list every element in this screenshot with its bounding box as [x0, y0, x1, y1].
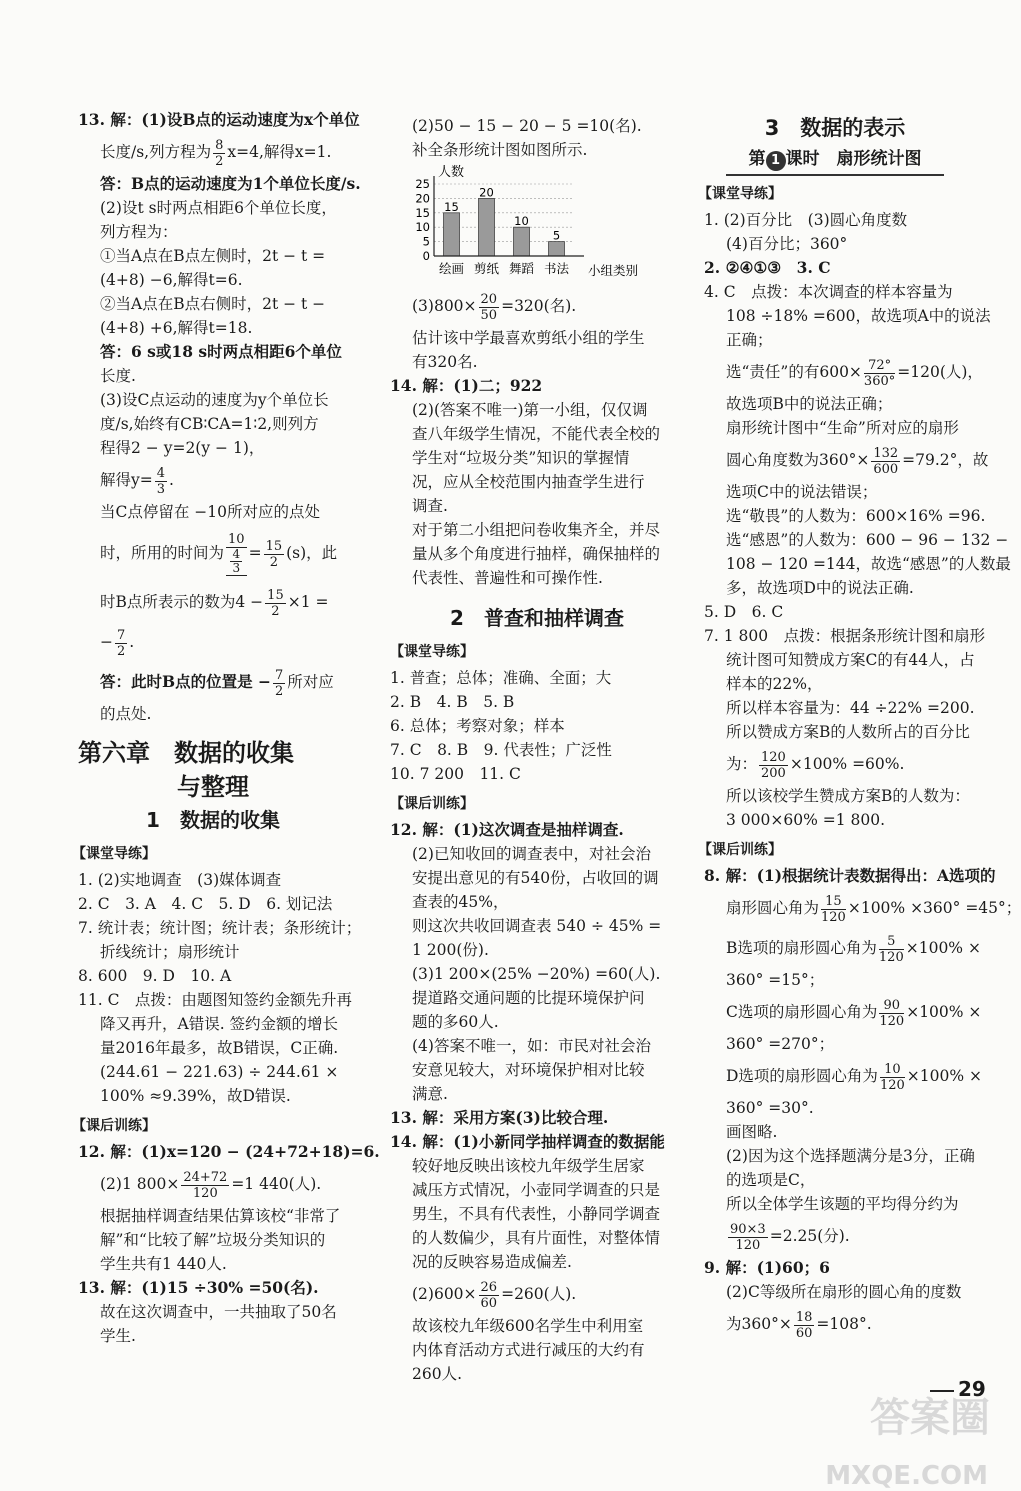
text-line: ②当A点在B点右侧时，2t − t −	[100, 295, 326, 313]
fraction: $\frac{120}{200}$	[761, 749, 786, 781]
answer-line: 所以赞成方案B的人数所占的百分比	[726, 723, 970, 741]
answer-line: 1. (2)实地调查 (3)媒体调查	[78, 871, 282, 889]
answer-line: 扇形圆心角为 $\frac{15}{120}$ ×100% ×360° =45°；	[726, 893, 1021, 925]
text-line: 14. 解：(1)二；922	[390, 376, 543, 395]
answer-line: (4)答案不唯一，如：市民对社会治	[412, 1037, 651, 1055]
chapter-title-line2: 与整理	[177, 773, 249, 801]
answer-line: 2. B 4. B 5. B	[390, 693, 515, 711]
y-tick-label: 10	[415, 220, 430, 235]
section-title: 2 普查和抽样调查	[450, 606, 624, 630]
subsection-label: 【课堂导练】	[698, 186, 782, 202]
answer-line: 题的多60人.	[412, 1013, 499, 1031]
chapter-title: 第六章 数据的收集	[78, 739, 294, 767]
subsection-label: 【课堂导练】	[390, 644, 474, 660]
text-line: − $\frac{7}{2}$ .	[100, 627, 135, 659]
answer-line: 样本的22%，	[726, 675, 823, 693]
x-tick-label: 舞蹈	[508, 261, 535, 276]
text-line: 答：6 s或18 s时两点相距6个单位	[100, 342, 342, 361]
y-tick-label: 25	[415, 177, 430, 191]
page-number: 29	[958, 1377, 986, 1401]
answer-line: 则这次共收回调查表 540 ÷ 45% =	[412, 917, 662, 935]
fraction: $\frac{10}{\frac{4}{3}}$	[228, 532, 245, 575]
answer-line: 4. C 点拨：本次调查的样本容量为	[704, 283, 953, 301]
bar	[549, 242, 565, 256]
text-line: 对于第二小组把问卷收集齐全，并尽	[412, 521, 661, 539]
text-line: 程得2 − y=2(y − 1)，	[100, 439, 265, 457]
text-line: 补全条形统计图如图所示.	[412, 141, 588, 159]
answer-line: 的选项是C，	[726, 1171, 816, 1189]
answer-line: 13. 解：采用方案(3)比较合理.	[390, 1108, 609, 1127]
answer-line: 折线统计；扇形统计	[100, 943, 240, 961]
text-line: (3)800× $\frac{20}{50}$ =320(名).	[412, 291, 577, 323]
answer-line: 260人.	[412, 1365, 463, 1383]
fraction: $\frac{8}{2}$	[215, 137, 224, 169]
answer-line: 根据抽样调查结果估算该校“非常了	[100, 1207, 341, 1225]
answer-line: 360° =270°；	[726, 1035, 835, 1053]
answer-line: 选“责任”的有600× $\frac{72^\circ}{360^\circ}$ =120(人)，	[726, 357, 983, 389]
section-title: 3 数据的表示	[764, 116, 906, 140]
fraction: $\frac{4}{3}$	[156, 465, 166, 497]
column-2	[390, 114, 665, 1386]
answer-line: (2)1 800× $\frac{24+72}{120}$ =1 440(人).	[100, 1169, 322, 1201]
answer-line: 内体育活动方式进行减压的大约有	[412, 1341, 645, 1359]
text-line: 列方程为：	[100, 223, 178, 241]
answer-line: 圆心角度数为360°× $\frac{132}{600}$ =79.2°，故	[726, 445, 989, 477]
fraction: $\frac{7}{2}$	[275, 667, 284, 699]
answer-line: 13. 解：(1)15 ÷30% =50(名).	[78, 1278, 319, 1297]
bar	[444, 213, 460, 256]
subsection-label: 【课后训练】	[390, 796, 474, 812]
answer-line: 故在这次调查中，一共抽取了50名	[100, 1303, 337, 1321]
fraction: $\frac{15}{120}$	[821, 893, 846, 925]
answer-line: 为360°× $\frac{18}{60}$ =108°.	[726, 1309, 872, 1341]
answer-line: D选项的扇形圆心角为 $\frac{10}{120}$ ×100% ×	[726, 1061, 982, 1093]
answer-line: 画图略.	[726, 1123, 778, 1141]
text-line: (4+8) −6,解得t=6.	[100, 271, 243, 289]
answer-line: 较好地反映出该校九年级学生居家	[412, 1157, 645, 1175]
answer-line: 扇形统计图中“生命”所对应的扇形	[726, 419, 959, 437]
answer-line: 2. ②④①③ 3. C	[704, 258, 831, 277]
text-line: 长度/s,列方程为 $\frac{8}{2}$ x=4,解得x=1.	[100, 137, 332, 169]
answer-line: 1. 普查；总体；准确、全面；大	[390, 669, 612, 687]
column-1	[72, 108, 380, 1348]
answer-line: 12. 解：(1)x=120 − (24+72+18)=6.	[78, 1142, 380, 1161]
answer-line: 况的反映容易造成偏差.	[412, 1253, 572, 1271]
fraction: $\frac{90\times 3}{120}$	[730, 1221, 766, 1253]
text-line: 的点处.	[100, 705, 152, 723]
answer-line: 量2016年最多，故B错误，C正确.	[100, 1039, 339, 1057]
answer-line: 2. C 3. A 4. C 5. D 6. 划记法	[78, 895, 333, 913]
answer-line: 8. 600 9. D 10. A	[78, 967, 232, 985]
answer-line: 3 000×60% =1 800.	[726, 811, 886, 829]
answer-line: (2)因为这个选择题满分是3分，正确	[726, 1147, 975, 1165]
subsection-label: 【课后训练】	[698, 842, 782, 858]
answer-line: (4)百分比；360°	[726, 235, 848, 253]
y-axis-label: 人数	[438, 165, 465, 180]
answer-line: 108 ÷18% =600，故选项A中的说法	[726, 307, 991, 325]
subsection-label: 【课后训练】	[72, 1118, 156, 1134]
text-line: 13. 解：(1)设B点的运动速度为x个单位	[78, 110, 360, 129]
fraction: $\frac{5}{120}$	[878, 933, 904, 965]
text-line: 时B点所表示的数为4 − $\frac{15}{2}$ ×1 =	[100, 587, 329, 619]
answer-line: (2)已知收回的调查表中，对社会治	[412, 845, 651, 863]
bar-chart	[412, 164, 652, 282]
answer-line: 所以全体学生该题的平均得分约为	[726, 1195, 959, 1213]
answer-line: 5. D 6. C	[704, 603, 784, 621]
answer-line: 360° =15°；	[726, 971, 825, 989]
answer-line: 1. (2)百分比 (3)圆心角度数	[704, 211, 908, 229]
y-tick-label: 5	[422, 234, 430, 249]
answer-line: 7. 1 800 点拨：根据条形统计图和扇形	[704, 627, 986, 645]
fraction: $\frac{15}{2}$	[267, 587, 284, 619]
y-tick-label: 20	[415, 191, 430, 206]
answer-line: 故选项B中的说法正确；	[726, 395, 893, 413]
data-label: 5	[552, 228, 561, 243]
text-line: 长度.	[100, 367, 136, 385]
answer-line: 男生，不具有代表性，小静同学调查	[412, 1205, 661, 1223]
column-3	[698, 112, 1021, 1344]
bar	[514, 227, 530, 256]
bar	[479, 198, 495, 256]
subsection-label: 【课堂导练】	[72, 846, 156, 862]
x-axis-label: 小组类别	[588, 263, 639, 278]
answer-line: 所以该校学生赞成方案B的人数为：	[726, 787, 970, 805]
lesson-number-badge: 1	[766, 151, 786, 171]
text-line: (4+8) +6,解得t=18.	[100, 319, 253, 337]
answer-line: 安提出意见的有540份，占收回的调	[412, 869, 659, 887]
text-line: 代表性、普遍性和可操作性.	[412, 569, 603, 587]
answer-line: 7. 统计表；统计图；统计表；条形统计；	[78, 919, 362, 937]
text-line: 学生对“垃圾分类”知识的掌握情	[412, 449, 630, 467]
text-line: 度/s,始终有CB∶CA=1∶2,则列方	[100, 415, 319, 433]
answer-line: 100% ≈9.39%，故D错误.	[100, 1087, 291, 1105]
answer-line: 减压方式情况，小壶同学调查的只是	[412, 1181, 661, 1199]
fraction: $\frac{7}{2}$	[117, 627, 126, 659]
answer-line: 学生共有1 440人.	[100, 1255, 227, 1273]
answer-line: 360° =30°.	[726, 1099, 814, 1117]
x-tick-label: 绘画	[438, 261, 465, 276]
answer-line: 解”和“比较了解”垃圾分类知识的	[100, 1231, 326, 1249]
answer-line: 6. 总体；考察对象；样本	[390, 717, 565, 735]
watermark-logo: 答案圈	[870, 1395, 990, 1441]
answer-line: 选项C中的说法错误；	[726, 483, 878, 501]
answer-line: 1 200(份).	[412, 941, 489, 959]
answer-line: C选项的扇形圆心角为 $\frac{90}{120}$ ×100% ×	[726, 997, 982, 1029]
answer-line: 12. 解：(1)这次调查是抽样调查.	[390, 820, 624, 839]
fraction: $\frac{26}{60}$	[480, 1279, 498, 1311]
text-line: 时，所用的时间为 $\frac{10}{\frac{4}{3}}$ = $\frac{15}{2}$ (s)，此	[100, 532, 338, 575]
answer-line: 多，故选项D中的说法正确.	[726, 579, 914, 597]
answer-line: 108 − 120 =144，故选“感恩”的人数最	[726, 555, 1011, 573]
y-tick-label: 0	[422, 249, 430, 263]
answer-line: 的人数偏少，具有片面性，对整体情	[412, 1229, 661, 1247]
lesson-title: 第 1 课时 扇形统计图	[726, 144, 944, 176]
text-line: 调查.	[412, 497, 448, 515]
answer-line: 选“感恩”的人数为：600 − 96 − 132 −	[726, 531, 1009, 549]
section-title: 1 数据的收集	[146, 808, 280, 832]
answer-line: $\frac{90\times 3}{120}$ =2.25(分).	[730, 1221, 850, 1253]
y-tick-label: 15	[415, 205, 430, 220]
text-line: 况，应从全校范围内抽查学生进行	[412, 473, 645, 491]
data-label: 10	[514, 214, 529, 229]
answer-line: 8. 解：(1)根据统计表数据得出：A选项的	[704, 866, 996, 885]
fraction: $\frac{10}{120}$	[879, 1061, 905, 1093]
x-tick-label: 剪纸	[473, 261, 500, 276]
answer-line: 故该校九年级600名学生中利用室	[412, 1317, 644, 1335]
answer-line: (2)C等级所在扇形的圆心角的度数	[726, 1283, 962, 1301]
text-line: (2)50 − 15 − 20 − 5 =10(名).	[412, 117, 642, 135]
answer-line: 满意.	[412, 1085, 448, 1103]
answer-line: 学生.	[100, 1327, 136, 1345]
answer-line: 11. C 点拨：由题图知签约金额先升再	[78, 991, 352, 1009]
answer-line: (2)600× $\frac{26}{60}$ =260(人).	[412, 1279, 577, 1311]
answer-line: (244.61 − 221.63) ÷ 244.61 ×	[100, 1063, 339, 1081]
answer-line: B选项的扇形圆心角为 $\frac{5}{120}$ ×100% ×	[726, 933, 981, 965]
answer-line: 查表的45%，	[412, 893, 509, 911]
text-line: 答：此时B点的位置是 − $\frac{7}{2}$ 所对应	[100, 667, 334, 699]
fraction: $\frac{90}{120}$	[879, 997, 905, 1029]
answer-line: (3)1 200×(25% −20%) =60(人).	[412, 965, 661, 983]
text-line: (2)设t s时两点相距6个单位长度，	[100, 199, 337, 217]
answer-line: 9. 解：(1)60；6	[704, 1258, 830, 1277]
answer-line: 安意见较大，对环境保护相对比较	[412, 1061, 645, 1079]
fraction: $\frac{18}{60}$	[795, 1309, 813, 1341]
fraction: $\frac{24+72}{120}$	[183, 1169, 228, 1201]
fraction: $\frac{15}{2}$	[265, 538, 283, 570]
answer-line: 降又再升，A错误. 签约金额的增长	[100, 1015, 339, 1033]
text-line: 有320名.	[412, 353, 478, 371]
data-label: 20	[479, 185, 494, 200]
answer-line: 正确；	[726, 331, 773, 349]
text-line: 查八年级学生情况，不能代表全校的	[412, 425, 661, 443]
answer-line: 7. C 8. B 9. 代表性；广泛性	[390, 741, 612, 759]
text-line: 答：B点的运动速度为1个单位长度/s.	[100, 174, 361, 193]
text-line: (3)设C点运动的速度为y个单位长	[100, 391, 329, 409]
fraction: $\frac{132}{600}$	[873, 445, 899, 477]
fraction: $\frac{72^\circ}{360^\circ}$	[863, 357, 896, 389]
text-line: 解得y= $\frac{4}{3}$ .	[100, 465, 174, 497]
text-line: ①当A点在B点左侧时，2t − t =	[100, 247, 326, 265]
answer-line: 10. 7 200 11. C	[390, 765, 521, 783]
text-line: 量从多个角度进行抽样，确保抽样的	[412, 545, 661, 563]
answer-line: 选“敬畏”的人数为：600×16% =96.	[726, 507, 986, 525]
text-line: (2)(答案不唯一)第一小组，仅仅调	[412, 401, 648, 419]
fraction: $\frac{20}{50}$	[480, 291, 498, 323]
answer-line: 14. 解：(1)小新同学抽样调查的数据能	[390, 1132, 665, 1151]
text-line: 当C点停留在 −10所对应的点处	[100, 503, 320, 521]
watermark-url: MXQE.COM	[825, 1461, 988, 1491]
answer-line: 为： $\frac{120}{200}$ ×100% =60%.	[726, 749, 905, 781]
answer-line: 提道路交通问题的比提环境保护问	[412, 989, 645, 1007]
answer-line: 所以样本容量为：44 ÷22% =200.	[726, 699, 975, 717]
text-line: 估计该中学最喜欢剪纸小组的学生	[412, 329, 645, 347]
answer-line: 统计图可知赞成方案C的有44人，占	[726, 651, 975, 669]
x-tick-label: 书法	[543, 261, 570, 276]
data-label: 15	[444, 199, 459, 214]
